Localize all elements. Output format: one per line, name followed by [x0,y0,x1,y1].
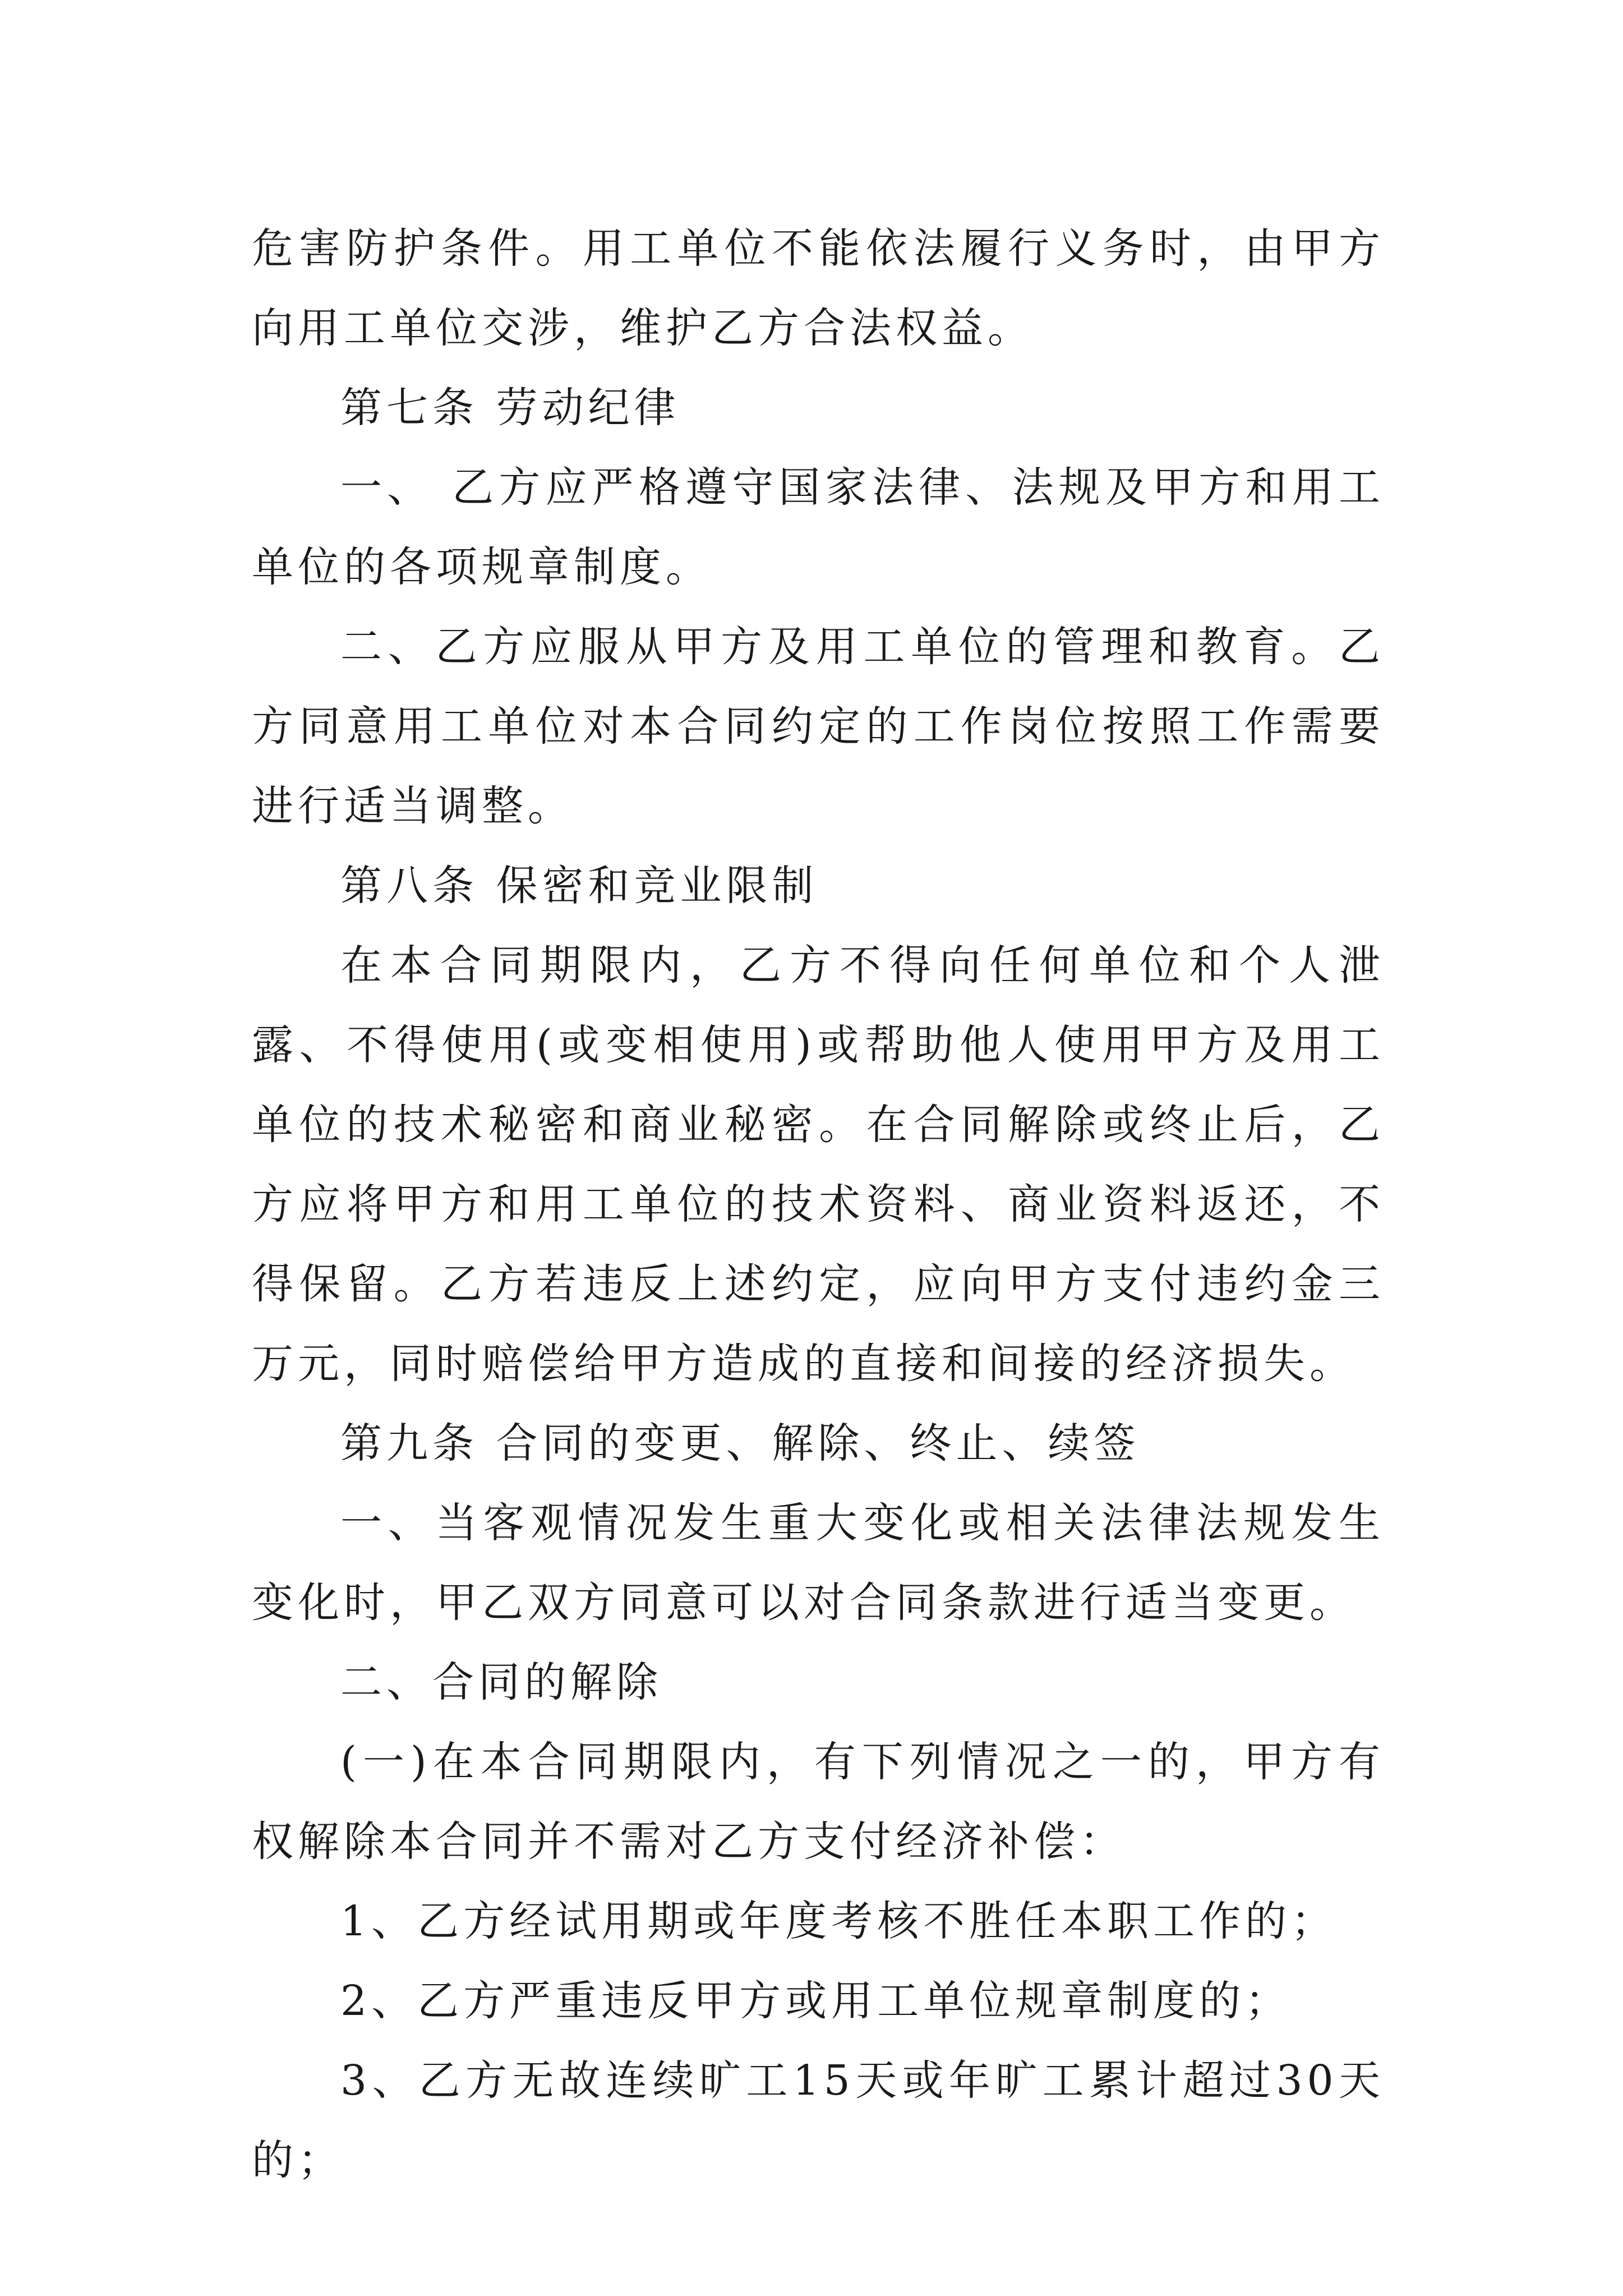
paragraph: 二、合同的解除 [340,1658,662,1706]
paragraph: (一)在本合同期限内，有下列情况之一的，甲方有权解除本合同并不需对乙方支付经济补偿： [252,1738,1385,1866]
paragraph: 一、当客观情况发生重大变化或相关法律法规发生变化时，甲乙双方同意可以对合同条款进行适当变更。 [252,1499,1385,1627]
section-heading: 第七条 劳动纪律 [340,384,680,432]
list-item: 3、乙方无故连续旷工15天或年旷工累计超过30天的； [252,2056,1385,2184]
section-heading: 第八条 保密和竞业限制 [340,862,818,910]
section-heading: 第九条 合同的变更、解除、终止、续签 [340,1419,1140,1467]
list-item: 2、乙方严重违反甲方或用工单位规章制度的； [340,1977,1292,2025]
paragraph: 二、乙方应服从甲方及用工单位的管理和教育。乙方同意用工单位对本合同约定的工作岗位按照工作需要进行适当调整。 [252,623,1385,830]
paragraph: 在本合同期限内，乙方不得向任何单位和个人泄露、不得使用(或变相使用)或帮助他人使用甲方及用工单位的技术秘密和商业秘密。在合同解除或终止后，乙方应将甲方和用工单位的技术资料、商业资料返还，不得保留。乙方若违反上述约定，应向甲方支付违约金三万元，同时赔偿给甲方造成的直接和间接的经济损失。 [252,941,1385,1388]
paragraph: 一、 乙方应严格遵守国家法律、法规及甲方和用工单位的各项规章制度。 [252,463,1385,591]
list-item: 1、乙方经试用期或年度考核不胜任本职工作的； [340,1897,1338,1945]
paragraph: 危害防护条件。用工单位不能依法履行义务时，由甲方向用工单位交涉，维护乙方合法权益。 [252,224,1385,352]
document-body [252,209,1385,2200]
